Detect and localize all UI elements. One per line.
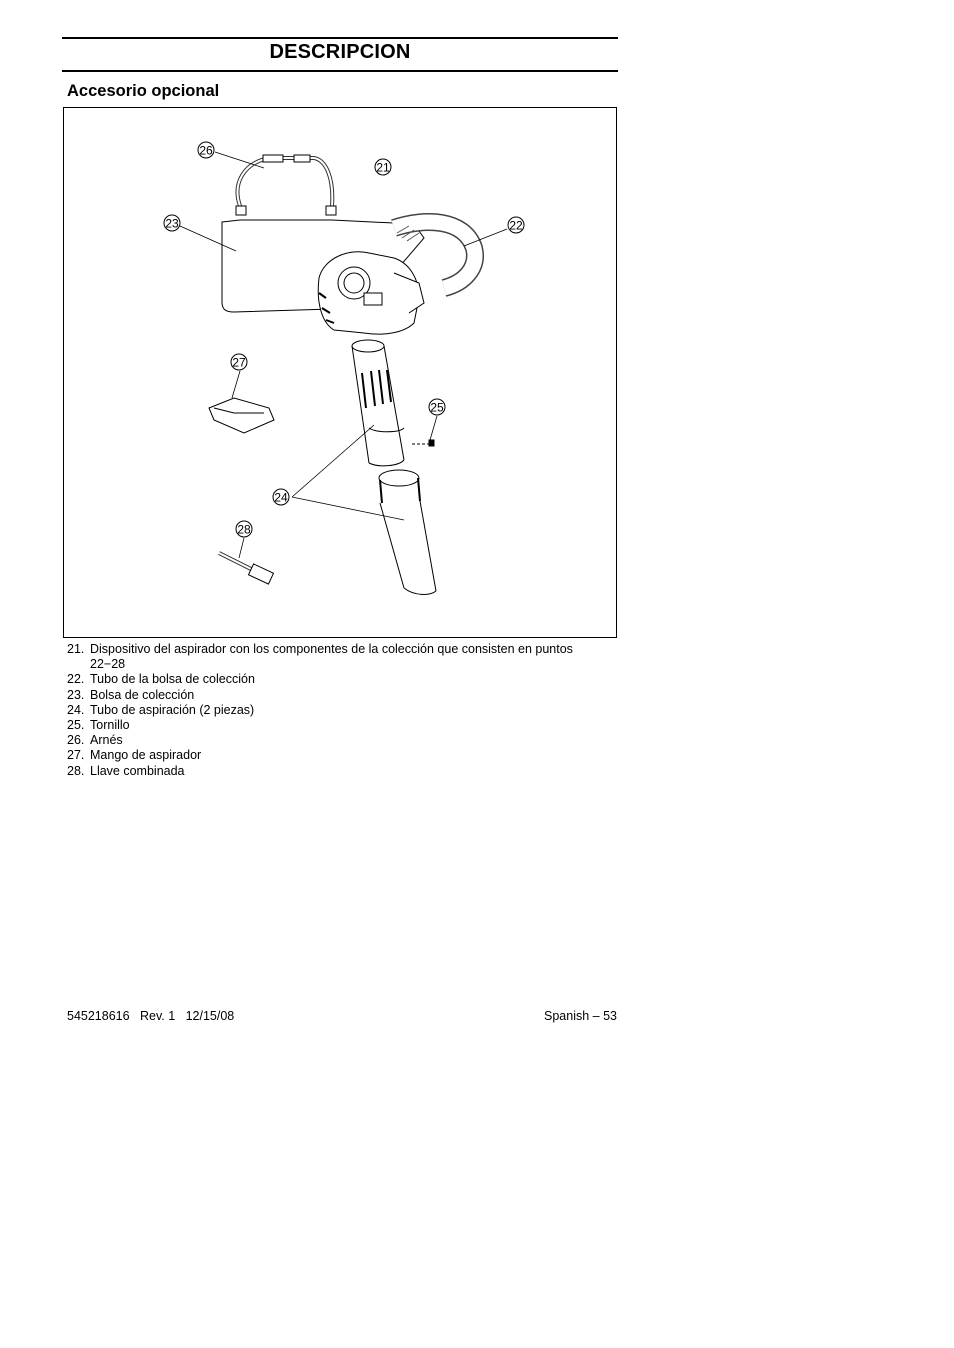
legend-item xyxy=(67,672,607,687)
callout-27 xyxy=(231,354,247,370)
legend-number: 25. xyxy=(67,718,85,733)
callout-25 xyxy=(429,399,445,415)
svg-text:25: 25 xyxy=(430,400,444,415)
callout-28 xyxy=(236,521,252,537)
svg-text:24: 24 xyxy=(274,490,288,505)
callout-24 xyxy=(273,489,289,505)
parts-diagram xyxy=(63,107,617,638)
legend-item xyxy=(67,688,607,703)
legend-item xyxy=(67,718,607,733)
legend-item xyxy=(67,642,607,672)
parts-legend xyxy=(67,642,607,779)
header-rule-bottom xyxy=(62,70,618,72)
legend-text: Tubo de la bolsa de colección xyxy=(90,672,255,687)
svg-text:26: 26 xyxy=(199,143,213,158)
legend-number: 26. xyxy=(67,733,85,748)
page-header-title: DESCRIPCION xyxy=(269,41,411,63)
blower-unit xyxy=(318,252,424,334)
combination-wrench xyxy=(219,553,274,584)
legend-text: Dispositivo del aspirador con los componentes de la colección que consisten en puntos 22−28 xyxy=(90,642,573,672)
vacuum-handle xyxy=(209,398,274,433)
parts-illustration xyxy=(64,108,616,637)
legend-text: Mango de aspirador xyxy=(90,748,202,763)
callout-21 xyxy=(375,159,391,175)
legend-text: Tornillo xyxy=(90,718,130,733)
legend-text: Llave combinada xyxy=(90,763,185,778)
legend-text: Tubo de aspiración (2 piezas) xyxy=(90,702,255,717)
legend-text: Arnés xyxy=(90,733,123,748)
callout-26 xyxy=(198,142,214,158)
vacuum-tube-upper xyxy=(352,340,404,466)
svg-text:21: 21 xyxy=(376,160,390,175)
legend-number: 24. xyxy=(67,702,85,717)
svg-text:27: 27 xyxy=(232,355,246,370)
svg-text:28: 28 xyxy=(237,522,251,537)
leader-lines xyxy=(180,152,507,558)
legend-item xyxy=(67,703,607,718)
legend-number: 21. xyxy=(67,642,85,656)
legend-item xyxy=(67,764,607,779)
svg-text:23: 23 xyxy=(165,216,179,231)
legend-text: Bolsa de colección xyxy=(90,687,195,702)
header-rule-top xyxy=(62,37,618,39)
legend-number: 23. xyxy=(67,687,85,702)
footer-page-number: Spanish – 53 xyxy=(544,1009,617,1023)
callout-23 xyxy=(164,215,180,231)
section-title: Accesorio opcional xyxy=(67,82,220,100)
legend-number: 22. xyxy=(67,672,85,687)
callout-22 xyxy=(508,217,524,233)
vacuum-tube-lower xyxy=(379,470,436,594)
screw-part xyxy=(412,440,434,446)
legend-item xyxy=(67,748,607,763)
footer-document-info: 545218616 Rev. 1 12/15/08 xyxy=(67,1009,235,1023)
svg-text:22: 22 xyxy=(509,218,523,233)
legend-item xyxy=(67,733,607,748)
legend-number: 27. xyxy=(67,748,85,763)
legend-number: 28. xyxy=(67,763,85,778)
